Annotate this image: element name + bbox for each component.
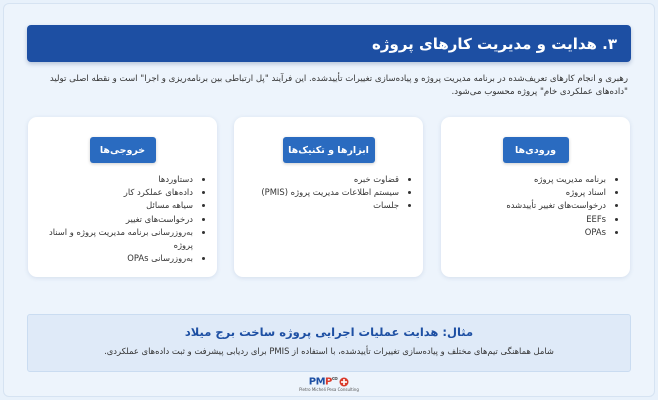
inputs-list [441,173,630,239]
list-item: • سیستم اطلاعات مدیریت پروژه (PMIS) [244,186,399,199]
list-item: • به‌روزرسانی برنامه مدیریت پروژه و اسناد پروژه [38,226,193,252]
plus-circle-icon [339,377,349,387]
tools-list [234,173,423,213]
inputs-card [441,117,630,277]
outputs-button[interactable]: خروجی‌ها [90,137,156,163]
intro-paragraph: رهبری و انجام کارهای تعریف‌شده در برنامه مدیریت پروژه و پیاده‌سازی تغییرات تأییدشده. این فرآیند "پل ارتباطی بین برنامه‌ریزی و اجرا" است و نقطه اصلی تولید "داده‌های عملکردی خام" پروژه محسوب می‌شود. [49,74,628,97]
logo-tagline: Pietro Micheli Pesa Consulting [299,387,359,393]
list-item: • EEFs [451,213,606,226]
section-header [27,25,631,62]
list-item: • درخواست‌های تغییر [38,213,193,226]
tools-techniques-button[interactable]: ابزارها و تکنیک‌ها [283,137,375,163]
example-title: مثال: هدایت عملیات اجرایی پروژه ساخت برج میلاد [184,325,474,339]
page-title: ۳. هدایت و مدیریت کارهای پروژه [372,34,617,53]
list-item: • برنامه مدیریت پروژه [451,173,606,186]
outputs-card [28,117,217,277]
logo-brand: $PMP^{co}$ [308,376,338,388]
list-item: • درخواست‌های تغییر تأییدشده [451,199,606,212]
outputs-list [28,173,217,265]
list-item: • اسناد پروژه [451,186,606,199]
tools-card [234,117,423,277]
company-logo [296,376,362,396]
logo-mark [296,376,362,387]
list-item: • قضاوت خبره [244,173,399,186]
list-item: • جلسات [244,199,399,212]
example-text: شامل هماهنگی تیم‌های مختلف و پیاده‌سازی تغییرات تأییدشده، با استفاده از PMIS برای ردیابی پیشرفت و ثبت داده‌های عملکردی. [104,346,554,356]
list-item: • OPAs [451,226,606,239]
inputs-button[interactable]: ورودی‌ها [503,137,569,163]
list-item: • به‌روزرسانی OPAs [38,252,193,265]
list-item: • داده‌های عملکرد کار [38,186,193,199]
list-item: • سیاهه مسائل [38,199,193,212]
list-item: • دستاوردها [38,173,193,186]
example-box [27,314,631,372]
